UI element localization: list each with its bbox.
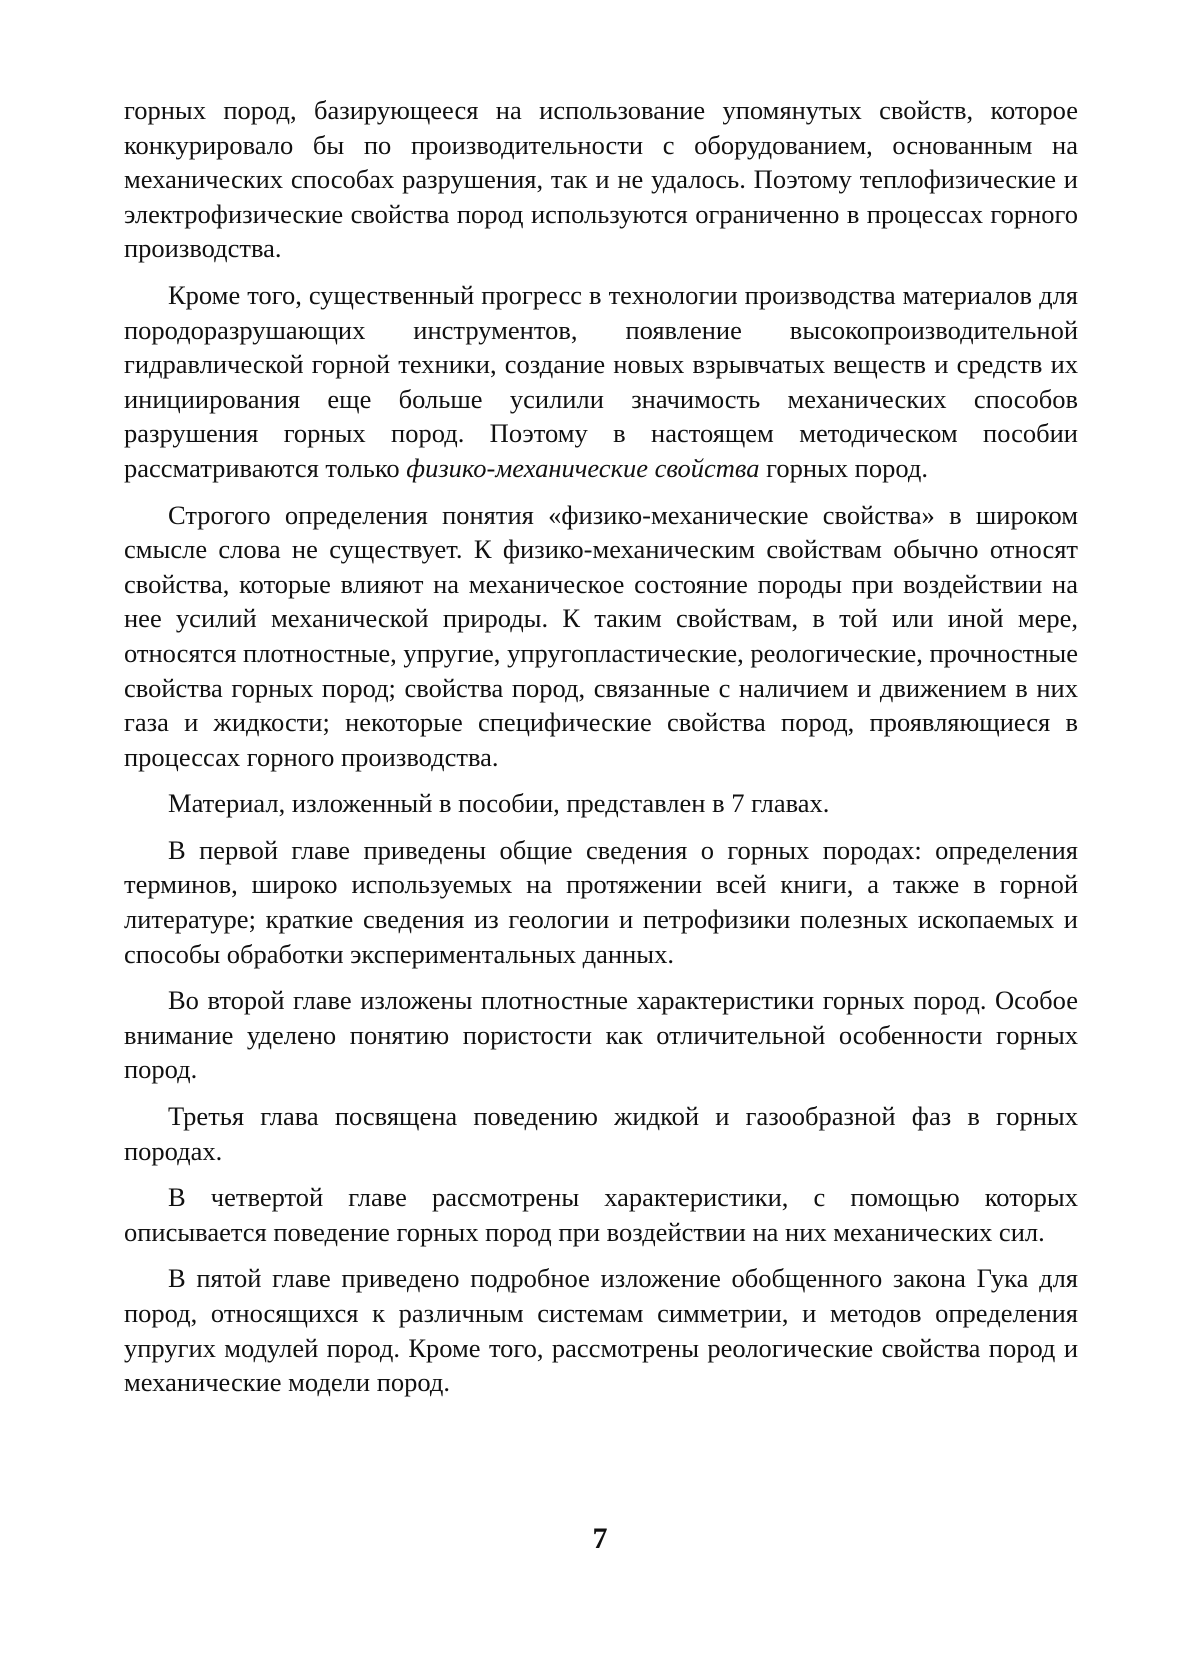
paragraph-chapter-2: Во второй главе изложены плотностные характеристики горных пород. Особое внимание уделено понятию пористости как отличительной особенности горных пород. bbox=[124, 985, 1078, 1085]
paragraph-chapter-3: Третья глава посвящена поведению жидкой и газообразной фаз в горных породах. bbox=[124, 1101, 1078, 1166]
paragraph-text-after-emphasis: горных пород. bbox=[759, 452, 928, 483]
paragraph-chapters-count: Материал, изложенный в пособии, представлен в 7 главах. bbox=[168, 788, 830, 819]
paragraph-definition: Строгого определения понятия «физико-механические свойства» в широком смысле слова не существует. К физико-механическим свойствам обычно относят свойства, которые влияют на механическое состояние породы при воздействии на нее усилий механической природы. К таким свойствам, в той или иной мере, относятся плотностные, упругие, упругопластические, реологические, прочностные свойства горных пород; свойства пород, связанные с наличием и движением в них газа и жидкости; некоторые специфические свойства пород, проявляющиеся в процессах горного производства. bbox=[124, 499, 1078, 772]
paragraph-text-before-emphasis: Кроме того, существенный прогресс в технологии производства материалов для породоразрушающих инструментов, появление высокопроизводительной гидравлической горной техники, создание новых взрывчатых веществ и средств их инициирования еще больше усилили значимость механических способов разрушения горных пород. Поэтому в настоящем методическом пособии рассматриваются только bbox=[124, 279, 1078, 483]
paragraph-progress-technology bbox=[124, 278, 1078, 486]
paragraph-chapter-1: В первой главе приведены общие сведения о горных породах: определения терминов, широко используемых на протяжении всей книги, а также в горной литературе; краткие сведения из геологии и петрофизики полезных ископаемых и способы обработки экспериментальных данных. bbox=[124, 834, 1078, 969]
paragraph-chapter-5: В пятой главе приведено подробное изложение обобщенного закона Гука для пород, относящихся к различным системам симметрии, и методов определения упругих модулей пород. Кроме того, рассмотрены реологические свойства пород и механические модели пород. bbox=[124, 1263, 1078, 1398]
page-number: 7 bbox=[592, 1522, 608, 1555]
page-body bbox=[124, 93, 1078, 1412]
paragraph-chapter-4: В четвертой главе рассмотрены характеристики, с помощью которых описывается поведение горных пород при воздействии на них механических сил. bbox=[124, 1182, 1078, 1247]
paragraph-continued-intro: горных пород, базирующееся на использование упомянутых свойств, которое конкурировало бы по производительности с оборудованием, основанным на механических способах разрушения, так и не удалось. Поэтому теплофизические и электрофизические свойства пород используются ограниченно в процессах горного производства. bbox=[124, 95, 1078, 264]
emphasized-term: физико-механические свойства bbox=[406, 452, 760, 483]
